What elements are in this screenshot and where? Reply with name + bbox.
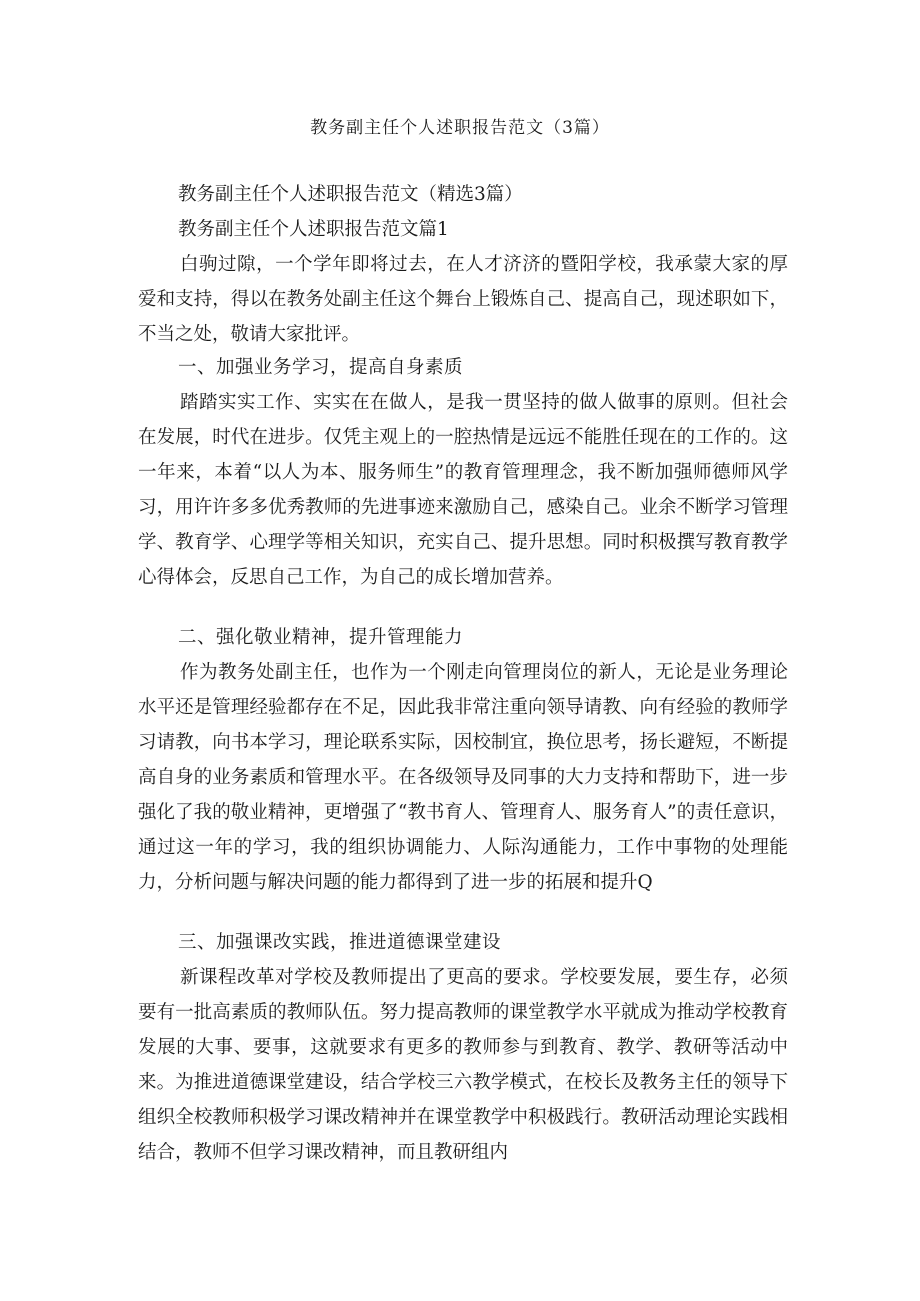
section-2-heading: 二、强化敬业精神，提升管理能力 [178,627,464,648]
part-heading: 教务副主任个人述职报告范文篇1 [178,219,449,240]
document-title: 教务副主任个人述职报告范文（3篇） [310,118,610,138]
intro-paragraph: 白驹过隙，一个学年即将过去，在人才济济的暨阳学校，我承蒙大家的厚爱和支持，得以在教务处副主任这个舞台上锻炼自己、提高自己，现述职如下，不当之处，敬请大家批评。 [138,254,788,345]
section-3-heading: 三、加强课改实践，推进道德课堂建设 [178,932,502,953]
section-2-body: 作为教务处副主任，也作为一个刚走向管理岗位的新人，无论是业务理论水平还是管理经验都存在不足，因此我非常注重向领导请教、向有经验的教师学习请教，向书本学习，理论联系实际，因校制宜，换位思考，扬长避短，不断提高自身的业务素质和管理水平。在各级领导及同事的大力支持和帮助下，进一步强化了我的敬业精神，更增强了“教书育人、管理育人、服务育人”的责任意识，通过这一年的学习，我的组织协调能力、人际沟通能力，工作中事物的处理能力，分析问题与解决问题的能力都得到了进一步的拓展和提升Q [138,662,788,893]
document-subtitle: 教务副主任个人述职报告范文（精选3篇） [178,184,523,205]
section-1-heading: 一、加强业务学习，提高自身素质 [178,357,464,378]
section-3-body: 新课程改革对学校及教师提出了更高的要求。学校要发展，要生存，必须要有一批高素质的教师队伍。努力提高教师的课堂教学水平就成为推动学校教育发展的大事、要事，这就要求有更多的教师参与到教育、教学、教研等活动中来。为推进道德课堂建设，结合学校三六教学模式，在校长及教务主任的领导下组织全校教师积极学习课改精神并在课堂教学中积极践行。教研活动理论实践相结合，教师不但学习课改精神，而且教研组内 [138,967,788,1163]
section-1-body: 踏踏实实工作、实实在在做人，是我一贯坚持的做人做事的原则。但社会在发展，时代在进步。仅凭主观上的一腔热情是远远不能胜任现在的工作的。这一年来，本着“以人为本、服务师生”的教育管理理念，我不断加强师德师风学习，用许许多多优秀教师的先进事迹来激励自己，感染自己。业余不断学习管理学、教育学、心理学等相关知识，充实自己、提升思想。同时积极撰写教育教学心得体会，反思自己工作，为自己的成长增加营养。 [138,392,788,588]
